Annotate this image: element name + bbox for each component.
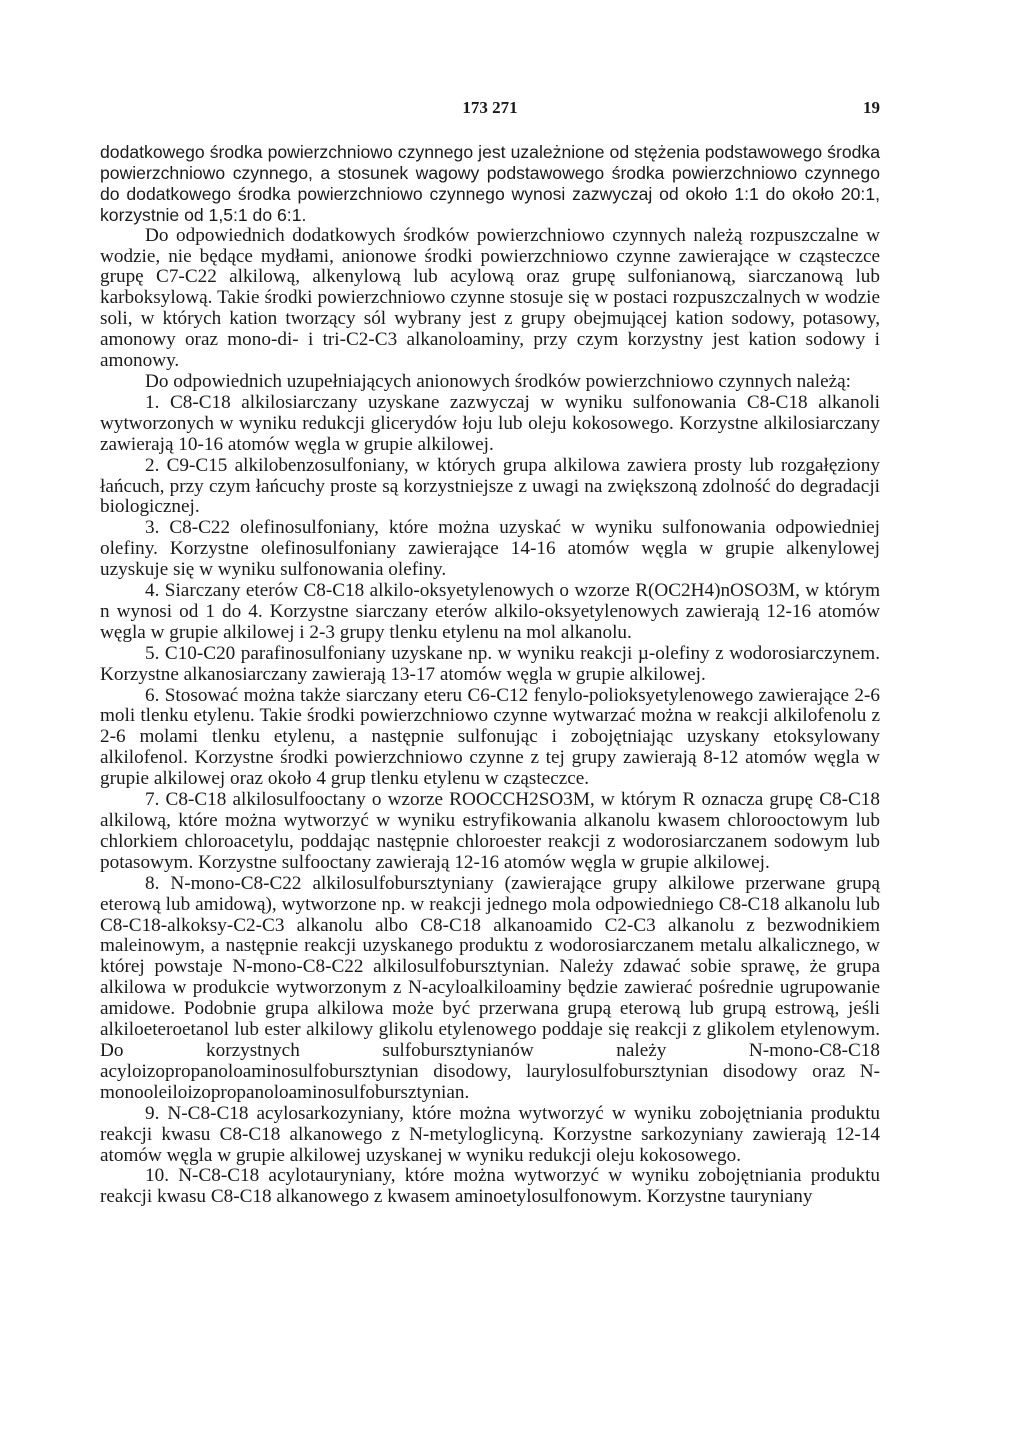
paragraph-list-intro: Do odpowiednich uzupełniających anionowych środków powierzchniowo czynnych należą: (145, 370, 851, 392)
list-item-2: 2. C9-C15 alkilobenzosulfoniany, w których grupa alkilowa zawiera prosty lub rozgałęziony łańcuch, przy czym łańcuchy proste są korzystniejsze z uwagi na zwiększoną zdolność do degradacji biologicznej. (100, 454, 880, 518)
page-header (100, 98, 880, 122)
list-item-5: 5. C10-C20 parafinosulfoniany uzyskane np. w wyniku reakcji µ-olefiny z wodorosiarczynem. Korzystne alkanosiarczany zawierają 13-17 atomów węgla w grupie alkilowej. (100, 642, 880, 685)
list-item-4: 4. Siarczany eterów C8-C18 alkilo-oksyetylenowych o wzorze R(OC2H4)nOSO3M, w którym n wynosi od 1 do 4. Korzystne siarczany eterów alkilo-oksyetylenowych zawierają 12-16 atomów węgla w grupie alkilowej i 2-3 grupy tlenku etylenu na mol alkanolu. (100, 580, 880, 643)
paragraph-surfactants: Do odpowiednich dodatkowych środków powierzchniowo czynnych należą rozpuszczalne w wodzie, nie będące mydłami, anionowe środki powierzchniowo czynne zawierające w cząsteczce grupę C7-C22 alkilową, alkenylową lub acylową oraz grupę sulfonianową, siarczanową lub karboksylową. Takie środki powierzchniowo czynne stosuje się w postaci rozpuszczalnych w wodzie soli, w których kation tworzący sól wybrany jest z grupy obejmującej kation sodowy, potasowy, amonowy oraz mono-di- i tri-C2-C3 alkanoloaminy, przy czym korzystny jest kation sodowy i amonowy. (100, 224, 880, 372)
list-item-10: 10. N-C8-C18 acylotauryniany, które można wytworzyć w wyniku zobojętniania produktu reakcji kwasu C8-C18 alkanowego z kwasem aminoetylosulfonowym. Korzystne tauryniany (100, 1165, 880, 1208)
list-item-3: 3. C8-C22 olefinosulfoniany, które można uzyskać w wyniku sulfonowania odpowiedniej olefiny. Korzystne olefinosulfoniany zawierające 14-16 atomów węgla w grupie alkenylowej uzyskuje się w wyniku sulfonowania olefiny. (100, 517, 880, 581)
patent-number: 173 271 (462, 98, 518, 117)
list-item-1: 1. C8-C18 alkilosiarczany uzyskane zazwyczaj w wyniku sulfonowania C8-C18 alkanoli wytworzonych w wyniku redukcji glicerydów łoju lub oleju kokosowego. Korzystne alkilosiarczany zawierają 10-16 atomów węgla w grupie alkilowej. (100, 391, 880, 455)
list-item-7: 7. C8-C18 alkilosulfooctany o wzorze ROOCCH2SO3M, w którym R oznacza grupę C8-C18 alkilową, które można wytworzyć w wyniku estryfikowania alkanolu kwasem chlorooctowym lub chlorkiem chloroacetylu, poddając następnie chloroester reakcji z wodorosiarczanem sodowym lub potasowym. Korzystne sulfooctany zawierają 12-16 atomów węgla w grupie alkilowej. (100, 789, 880, 873)
paragraph-continuation: dodatkowego środka powierzchniowo czynnego jest uzależnione od stężenia podstawowego środka powierzchniowo czynnego, a stosunek wagowy podstawowego środka powierzchniowo czynnego do dodatkowego środka powierzchniowo czynnego wynosi zazwyczaj od około 1:1 do około 20:1, korzystnie od 1,5:1 do 6:1. (100, 142, 880, 225)
list-item-6: 6. Stosować można także siarczany eteru C6-C12 fenylo-polioksyetylenowego zawierające 2-6 moli tlenku etylenu. Takie środki powierzchniowo czynne wytwarzać można w reakcji alkilofenolu z 2-6 molami tlenku etylenu, a następnie sulfonując i zobojętniając uzyskany etoksylowany alkilofenol. Korzystne środki powierzchniowo czynne z tej grupy zawierają 8-12 atomów węgla w grupie alkilowej oraz około 4 grup tlenku etylenu w cząsteczce. (100, 684, 880, 790)
list-item-8: 8. N-mono-C8-C22 alkilosulfobursztyniany (zawierające grupy alkilowe przerwane grupą eterową lub amidową), wytworzone np. w reakcji jednego mola odpowiedniego C8-C18 alkanolu lub C8-C18-alkoksy-C2-C3 alkanolu albo C8-C18 alkanoamido C2-C3 alkanolu z bezwodnikiem maleinowym, a następnie reakcji uzyskanego produktu z wodorosiarczanem metalu alkalicznego, w której powstaje N-mono-C8-C22 alkilosulfobursztynian. Należy zdawać sobie sprawę, że grupa alkilowa w produkcie wytworzonym z N-acyloalkiloaminy będzie zawierać pośrednie ugrupowanie amidowe. Podobnie grupa alkilowa może być przerwana grupą eterową lub grupą estrową, jeśli alkiloeteroetanol lub ester alkilowy glikolu etylenowego poddaje się reakcji z glikolem etylenowym. Do korzystnych sulfobursztynianów należy N-mono-C8-C18 acyloizopropanoloaminosulfobursztynian disodowy, laurylosulfobursztynian disodowy oraz N-monooleiloizopropanoloaminosulfobursztynian. (100, 872, 880, 1103)
page-number: 19 (863, 98, 880, 117)
body-text (100, 142, 880, 1208)
list-item-9: 9. N-C8-C18 acylosarkozyniany, które można wytworzyć w wyniku zobojętniania produktu reakcji kwasu C8-C18 alkanowego z N-metyloglicyną. Korzystne sarkozyniany zawierają 12-14 atomów węgla w grupie alkilowej uzyskanej w wyniku redukcji oleju kokosowego. (100, 1102, 880, 1166)
